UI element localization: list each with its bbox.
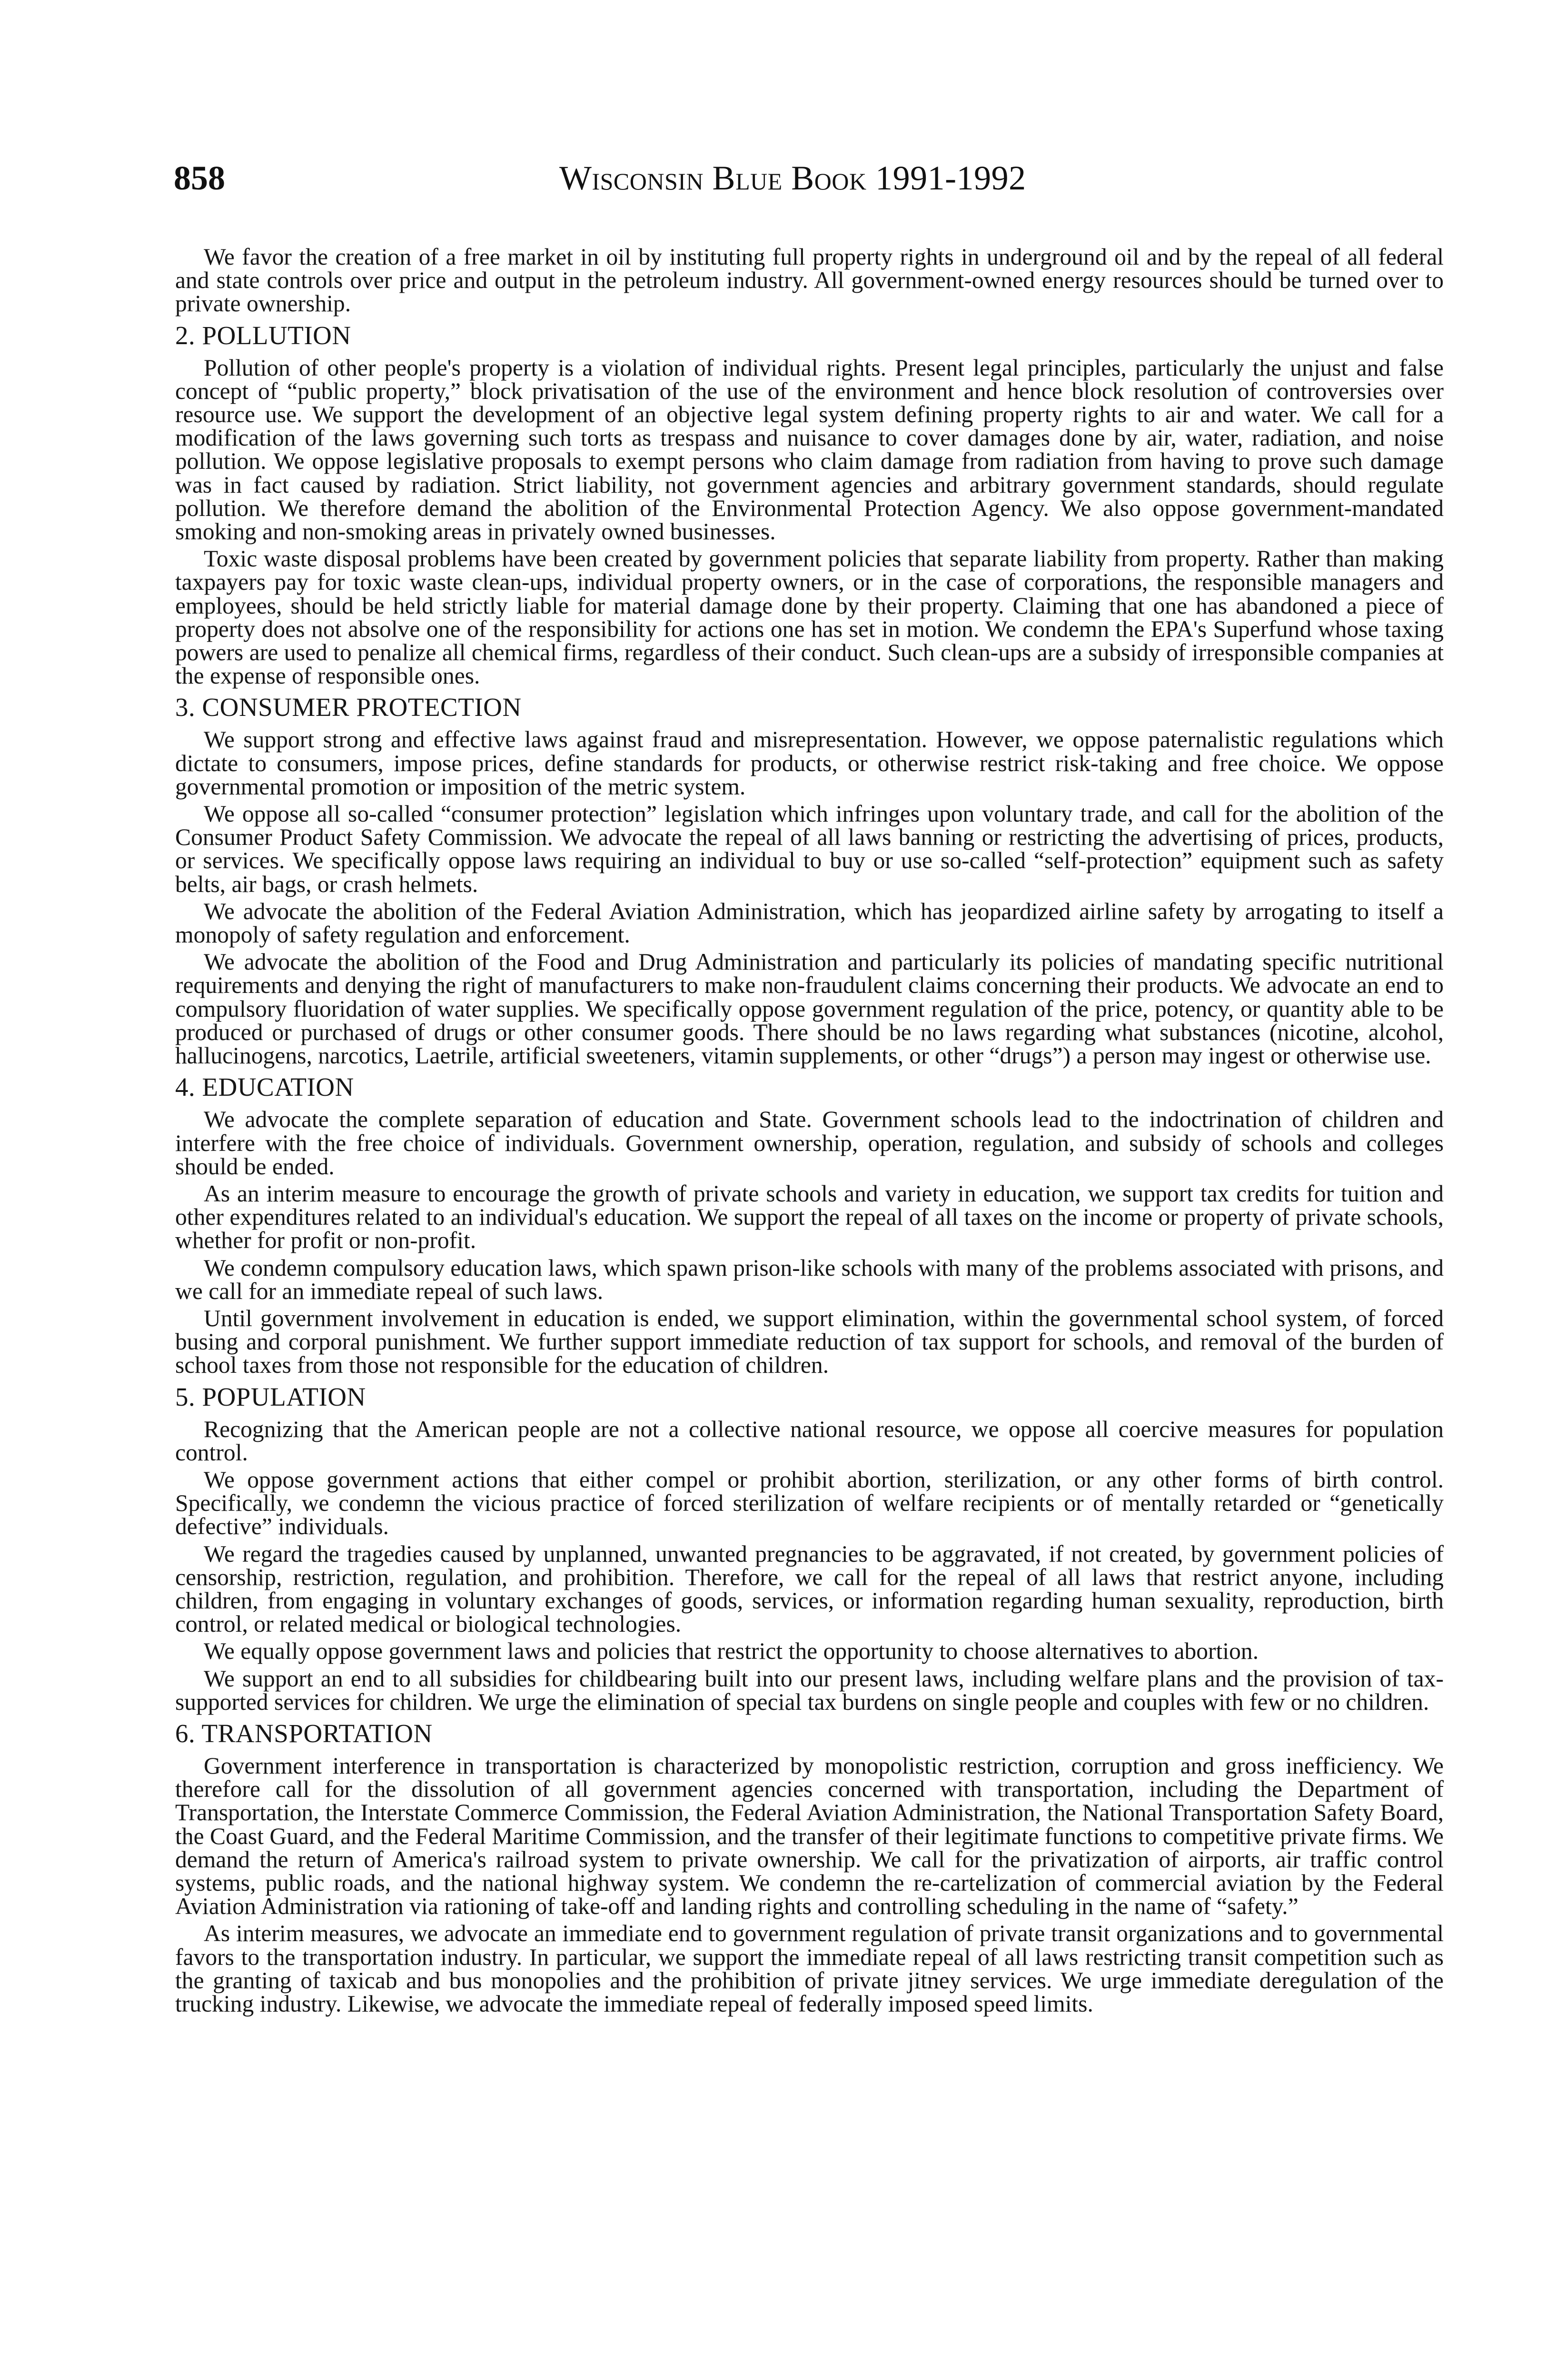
section-heading-pollution: 2. POLLUTION	[175, 320, 351, 350]
transportation-paragraph: As interim measures, we advocate an immediate end to government regulation of private transit organizations and to governmental favors to the transportation industry. In particular, we support the immediate repeal of all laws restricting transit competition such as the granting of taxicab and bus monopolies and the prohibition of private jitney services. We urge immediate deregulation of the trucking industry. Likewise, we advocate the immediate repeal of federally imposed speed limits.	[175, 1920, 1444, 2017]
transportation-paragraph: Government interference in transportation is characterized by monopolistic restriction, corruption and gross inefficiency. We therefore call for the dissolution of all government agencies concerned with transportation, including the Department of Transportation, the Interstate Commerce Commission, the Federal Aviation Administration, the National Transportation Safety Board, the Coast Guard, and the Federal Maritime Commission, and the transfer of their legitimate functions to competitive private firms. We demand the return of America's railroad system to private ownership. We call for the privatization of airports, air traffic control systems, public roads, and the national highway system. We condemn the re-cartelization of commercial aviation by the Federal Aviation Administration via rationing of take-off and landing rights and controlling scheduling in the name of “safety.”	[175, 1752, 1444, 1920]
section-heading-consumer-protection: 3. CONSUMER PROTECTION	[175, 693, 522, 722]
page-number: 858	[174, 159, 225, 197]
education-paragraph: We condemn compulsory education laws, which spawn prison-like schools with many of the problems associated with prisons, and we call for an immediate repeal of such laws.	[175, 1254, 1444, 1304]
section-heading-transportation: 6. TRANSPORTATION	[175, 1718, 433, 1748]
consumer-protection-paragraph: We advocate the abolition of the Federal Aviation Administration, which has jeopardized airline safety by arrogating to itself a monopoly of safety regulation and enforcement.	[175, 898, 1444, 948]
section-heading-population: 5. POPULATION	[175, 1382, 366, 1411]
page-header	[174, 161, 1449, 213]
pollution-paragraph: Toxic waste disposal problems have been created by government policies that separate liability from property. Rather than making taxpayers pay for toxic waste clean-ups, individual property owners, or in the case of corporations, the responsible managers and employees, should be held strictly liable for material damage done by their property. Claiming that one has abandoned a piece of property does not absolve one of the responsibility for actions one has set in motion. We condemn the EPA's Superfund whose taxing powers are used to penalize all chemical firms, regardless of their conduct. Such clean-ups are a subsidy of irresponsible companies at the expense of responsible ones.	[175, 545, 1444, 689]
population-paragraph: We oppose government actions that either compel or prohibit abortion, sterilization, or any other forms of birth control. Specifically, we condemn the vicious practice of forced sterilization of welfare recipients or of mentally retarded or “genetically defective” individuals.	[175, 1466, 1444, 1540]
population-paragraph: We regard the tragedies caused by unplanned, unwanted pregnancies to be aggravated, if not created, by government policies of censorship, restriction, regulation, and prohibition. Therefore, we call for the repeal of all laws that restrict anyone, including children, from engaging in voluntary exchanges of goods, services, or information regarding human sexuality, reproduction, birth control, or related medical or biological technologies.	[175, 1540, 1444, 1637]
consumer-protection-paragraph: We support strong and effective laws against fraud and misrepresentation. However, we oppose paternalistic regulations which dictate to consumers, impose prices, define standards for products, or otherwise restrict risk-taking and free choice. We oppose governmental promotion or imposition of the metric system.	[175, 726, 1444, 800]
education-paragraph: As an interim measure to encourage the growth of private schools and variety in education, we support tax credits for tuition and other expenditures related to an individual's education. We support the repeal of all taxes on the income or property of private schools, whether for profit or non-profit.	[175, 1180, 1444, 1254]
population-paragraph: We support an end to all subsidies for childbearing built into our present laws, including welfare plans and the provision of tax-supported services for children. We urge the elimination of special tax burdens on single people and couples with few or no children.	[175, 1665, 1444, 1715]
section-heading-education: 4. EDUCATION	[175, 1072, 354, 1102]
body-text	[175, 245, 1444, 2015]
consumer-protection-paragraph: We advocate the abolition of the Food and Drug Administration and particularly its policies of mandating specific nutritional requirements and denying the right of manufacturers to make non-fraudulent claims concerning their products. We advocate an end to compulsory fluoridation of water supplies. We specifically oppose government regulation of the price, potency, or quantity able to be produced or purchased of drugs or other consumer goods. There should be no laws regarding what substances (nicotine, alcohol, hallucinogens, narcotics, Laetrile, artificial sweeteners, vitamin supplements, or other “drugs”) a person may ingest or otherwise use.	[175, 949, 1444, 1069]
running-title: Wisconsin Blue Book 1991-1992	[559, 159, 1026, 197]
pollution-paragraph: Pollution of other people's property is a violation of individual rights. Present legal principles, particularly the unjust and false concept of “public property,” block privatisation of the use of the environment and hence block resolution of controversies over resource use. We support the development of an objective legal system defining property rights to air and water. We call for a modification of the laws governing such torts as trespass and nuisance to cover damages done by air, water, radiation, and noise pollution. We oppose legislative proposals to exempt persons who claim damage from radiation from having to prove such damage was in fact caused by radiation. Strict liability, not government agencies and arbitrary government standards, should regulate pollution. We therefore demand the abolition of the Environmental Protection Agency. We also oppose government-mandated smoking and non-smoking areas in privately owned businesses.	[175, 354, 1444, 545]
intro-paragraph: We favor the creation of a free market in oil by instituting full property rights in underground oil and by the repeal of all federal and state controls over price and output in the petroleum industry. All government-owned energy resources should be turned over to private ownership.	[175, 244, 1444, 317]
education-paragraph: We advocate the complete separation of education and State. Government schools lead to the indoctrination of children and interfere with the free choice of individuals. Government ownership, operation, regulation, and subsidy of schools and colleges should be ended.	[175, 1106, 1444, 1180]
consumer-protection-paragraph: We oppose all so-called “consumer protection” legislation which infringes upon voluntary trade, and call for the abolition of the Consumer Product Safety Commission. We advocate the repeal of all laws banning or restricting the advertising of prices, products, or services. We specifically oppose laws requiring an individual to buy or use so-called “self-protection” equipment such as safety belts, air bags, or crash helmets.	[175, 801, 1444, 897]
education-paragraph: Until government involvement in education is ended, we support elimination, within the governmental school system, of forced busing and corporal punishment. We further support immediate reduction of tax support for schools, and removal of the burden of school taxes from those not responsible for the education of children.	[175, 1305, 1444, 1378]
population-paragraph: We equally oppose government laws and policies that restrict the opportunity to choose alternatives to abortion.	[204, 1638, 1259, 1665]
population-paragraph: Recognizing that the American people are not a collective national resource, we oppose all coercive measures for population control.	[175, 1416, 1444, 1466]
